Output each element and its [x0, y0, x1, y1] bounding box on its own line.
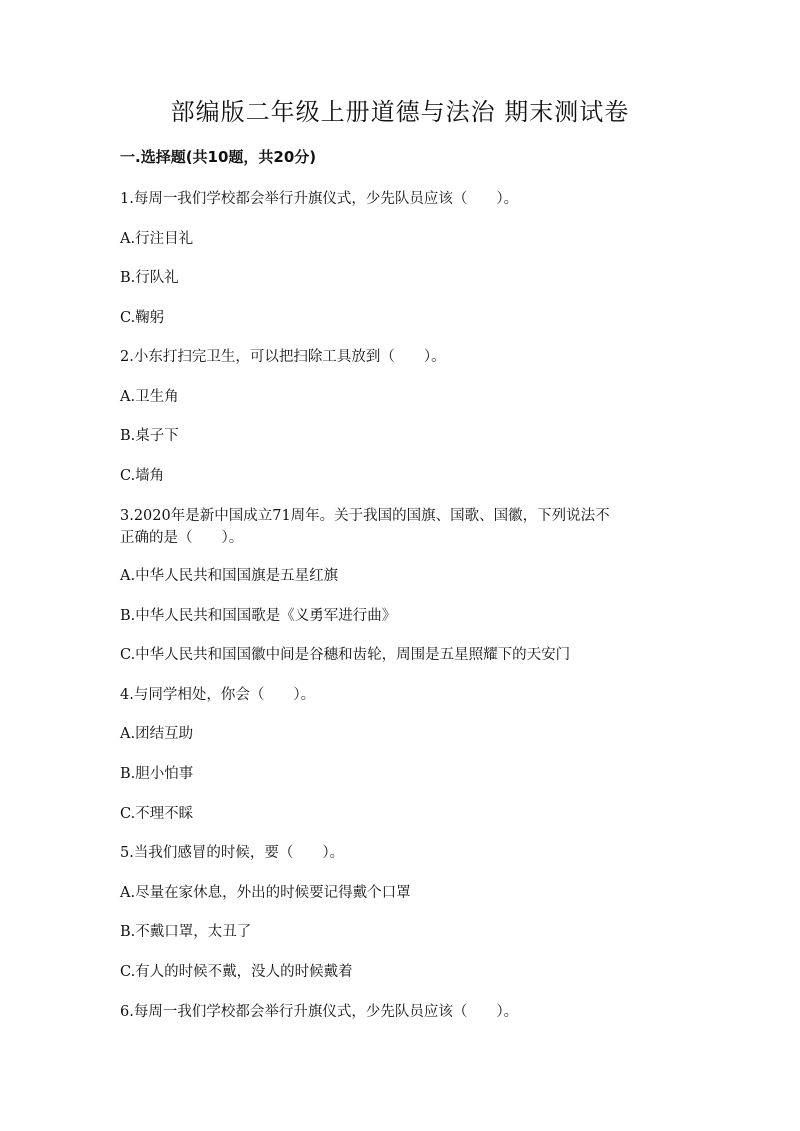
question-3-option-a: A.中华人民共和国国旗是五星红旗 [120, 568, 339, 584]
question-3-stem-line-1: 3.2020年是新中国成立71周年。关于我国的国旗、国歌、国徽，下列说法不 [120, 508, 610, 524]
question-5-option-a: A.尽量在家休息，外出的时候要记得戴个口罩 [120, 885, 411, 901]
question-2-stem: 2.小东打扫完卫生，可以把扫除工具放到（ ）。 [120, 349, 446, 365]
question-3-option-c: C.中华人民共和国国徽中间是谷穗和齿轮，周围是五星照耀下的天安门 [120, 647, 571, 663]
question-4-stem: 4.与同学相处，你会（ ）。 [120, 687, 316, 703]
question-1-stem: 1.每周一我们学校都会举行升旗仪式，少先队员应该（ ）。 [120, 191, 519, 207]
question-2-option-b: B.桌子下 [120, 428, 179, 444]
question-1-option-c: C.鞠躬 [120, 310, 165, 326]
question-5-stem: 5.当我们感冒的时候，要（ ）。 [120, 845, 345, 861]
question-2-option-c: C.墙角 [120, 468, 165, 484]
exam-title: 部编版二年级上册道德与法治 期末测试卷 [170, 98, 630, 126]
question-3-option-b: B.中华人民共和国国歌是《义勇军进行曲》 [120, 608, 397, 624]
question-6-stem: 6.每周一我们学校都会举行升旗仪式，少先队员应该（ ）。 [120, 1004, 519, 1020]
question-4-option-a: A.团结互助 [120, 726, 194, 742]
question-4-option-b: B.胆小怕事 [120, 766, 194, 782]
question-2-option-a: A.卫生角 [120, 389, 179, 405]
question-4-option-c: C.不理不睬 [120, 806, 194, 822]
question-5-option-b: B.不戴口罩，太丑了 [120, 924, 252, 940]
section-heading: 一.选择题(共10题，共20分) [120, 148, 317, 166]
question-5-option-c: C.有人的时候不戴，没人的时候戴着 [120, 964, 353, 980]
question-3-stem-line-2: 正确的是（ ）。 [120, 530, 244, 546]
question-1-option-b: B.行队礼 [120, 270, 179, 286]
question-1-option-a: A.行注目礼 [120, 231, 194, 247]
